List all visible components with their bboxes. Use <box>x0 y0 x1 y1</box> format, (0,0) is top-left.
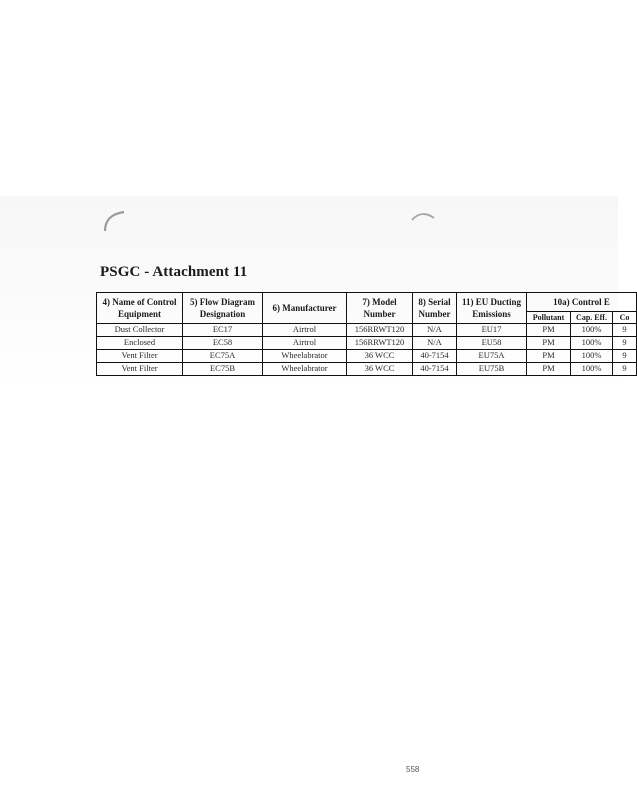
binder-hole-mark-right <box>410 210 436 222</box>
cell-extra: 9 <box>613 324 637 337</box>
header-name-of-control: 4) Name of Control Equipment <box>97 293 183 324</box>
cell-manufacturer: Wheelabrator <box>263 363 347 376</box>
cell-serial: N/A <box>413 324 457 337</box>
cell-model: 156RRWT120 <box>347 324 413 337</box>
cell-eu: EU75B <box>457 363 527 376</box>
table-row <box>97 350 637 363</box>
header-cap-eff: Cap. Eff. <box>571 312 613 324</box>
cell-serial: 40-7154 <box>413 363 457 376</box>
cell-name: Dust Collector <box>97 324 183 337</box>
cell-eu: EU58 <box>457 337 527 350</box>
cell-serial: 40-7154 <box>413 350 457 363</box>
header-pollutant: Pollutant <box>527 312 571 324</box>
cell-manufacturer: Airtrol <box>263 324 347 337</box>
cell-name: Vent Filter <box>97 363 183 376</box>
control-equipment-table-container <box>96 292 630 384</box>
cell-eu: EU17 <box>457 324 527 337</box>
cell-cap-eff: 100% <box>571 324 613 337</box>
cell-pollutant: PM <box>527 324 571 337</box>
page-title: PSGC - Attachment 11 <box>100 264 248 280</box>
table-row <box>97 337 637 350</box>
cell-flow: EC75A <box>183 350 263 363</box>
header-eu-ducting: 11) EU Ducting Emissions <box>457 293 527 324</box>
binder-hole-mark-left <box>102 210 128 232</box>
cell-model: 36 WCC <box>347 350 413 363</box>
header-manufacturer: 6) Manufacturer <box>263 293 347 324</box>
table-row <box>97 363 637 376</box>
cell-serial: N/A <box>413 337 457 350</box>
cell-model: 36 WCC <box>347 363 413 376</box>
control-equipment-table <box>96 292 637 376</box>
cell-name: Vent Filter <box>97 350 183 363</box>
header-truncated: Co <box>613 312 637 324</box>
cell-flow: EC75B <box>183 363 263 376</box>
header-model-number: 7) Model Number <box>347 293 413 324</box>
cell-extra: 9 <box>613 363 637 376</box>
cell-model: 156RRWT120 <box>347 337 413 350</box>
cell-cap-eff: 100% <box>571 337 613 350</box>
cell-flow: EC17 <box>183 324 263 337</box>
table-row <box>97 324 637 337</box>
cell-pollutant: PM <box>527 350 571 363</box>
cell-name: Enclosed <box>97 337 183 350</box>
cell-extra: 9 <box>613 337 637 350</box>
header-control-efficiency-group: 10a) Control E <box>527 293 637 312</box>
cell-flow: EC58 <box>183 337 263 350</box>
cell-pollutant: PM <box>527 363 571 376</box>
cell-manufacturer: Wheelabrator <box>263 350 347 363</box>
cell-cap-eff: 100% <box>571 350 613 363</box>
header-serial-number: 8) Serial Number <box>413 293 457 324</box>
cell-manufacturer: Airtrol <box>263 337 347 350</box>
cell-pollutant: PM <box>527 337 571 350</box>
cell-eu: EU75A <box>457 350 527 363</box>
page-number: 558 <box>406 765 420 774</box>
header-flow-diagram: 5) Flow Diagram Designation <box>183 293 263 324</box>
cell-cap-eff: 100% <box>571 363 613 376</box>
cell-extra: 9 <box>613 350 637 363</box>
